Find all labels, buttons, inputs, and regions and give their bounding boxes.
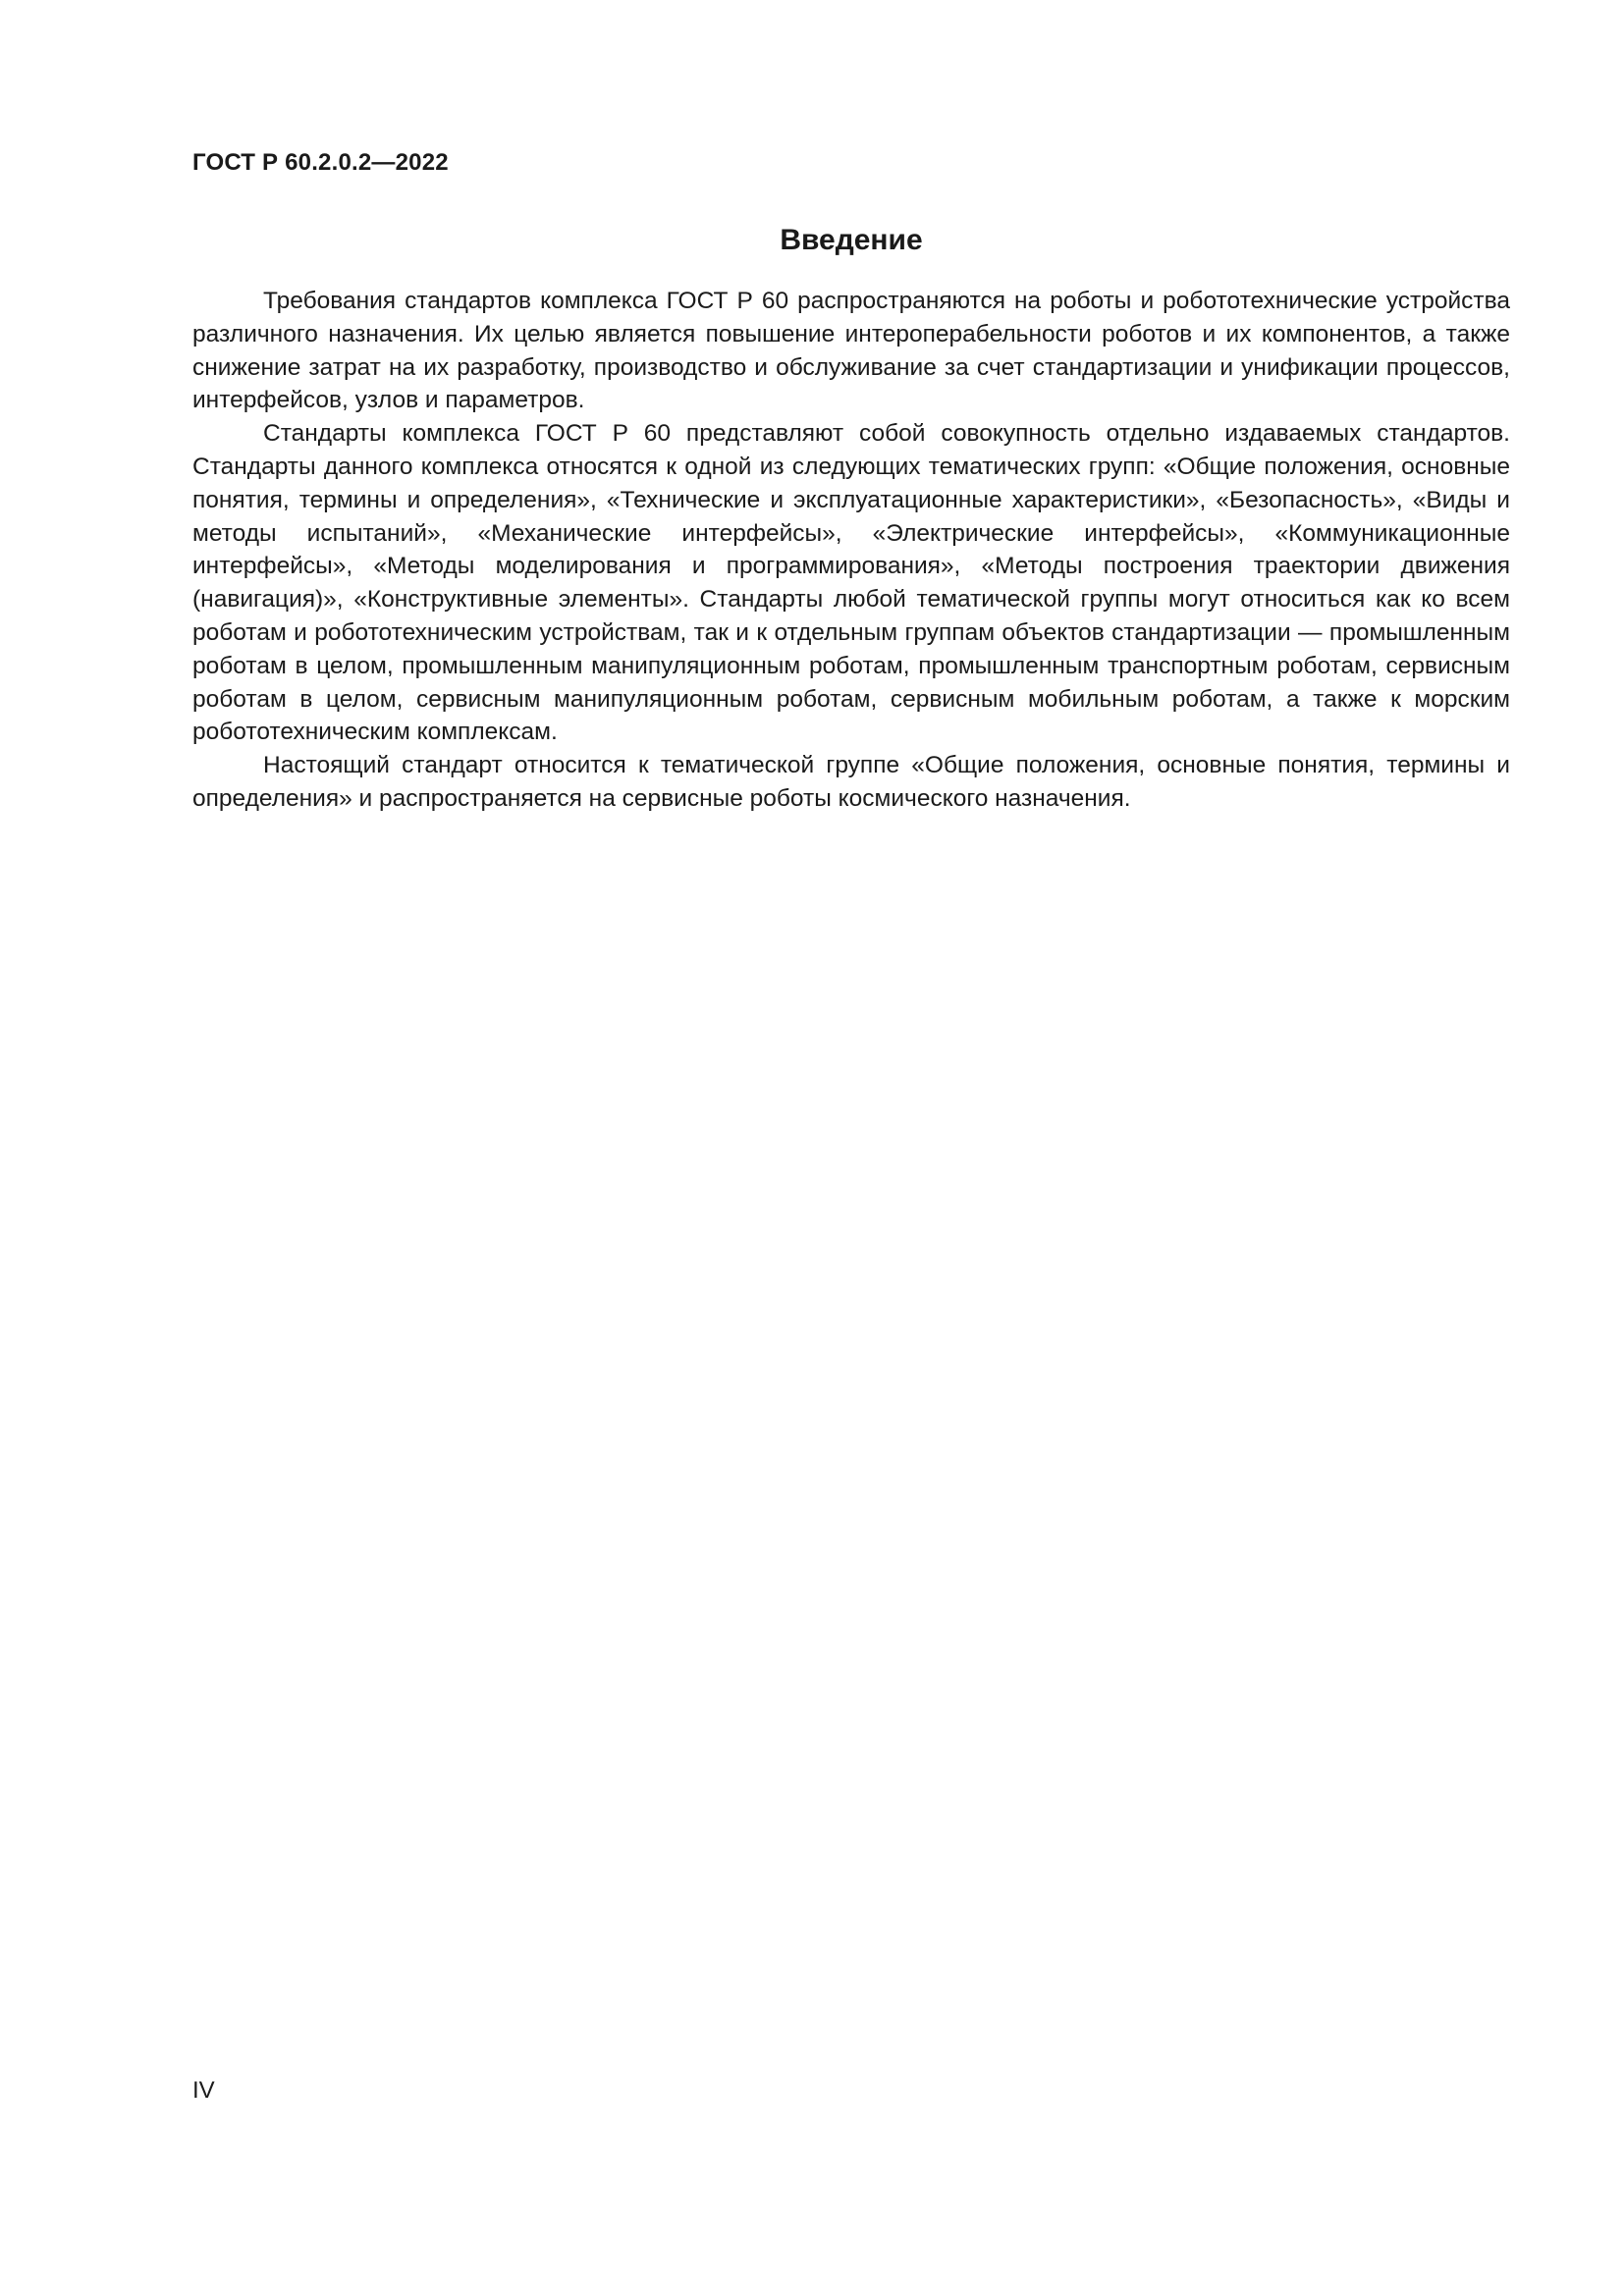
standard-code-header: ГОСТ Р 60.2.0.2—2022 (192, 149, 449, 176)
section-title: Введение (780, 224, 923, 256)
page-number: IV (192, 2077, 215, 2104)
paragraph-2: Стандарты комплекса ГОСТ Р 60 представляют собой совокупность отдельно издаваемых стандартов. Стандарты данного комплекса относятся к одной из следующих тематических групп: «Общие положения, основные понятия, термины и определения», «Технические и эксплуатационные характеристики», «Безопасность», «Виды и методы испытаний», «Механические интерфейсы», «Электрические интерфейсы», «Коммуникационные интерфейсы», «Методы моделирования и программирования», «Методы построения траектории движения (навигация)», «Конструктивные элементы». Стандарты любой тематической группы могут относиться как ко всем роботам и робототехническим устройствам, так и к отдельным группам объектов стандартизации — промышленным роботам в целом, промышленным манипуляционным роботам, промышленным транспортным роботам, сервисным роботам в целом, сервисным манипуляционным роботам, сервисным мобильным роботам, а также к морским робототехническим комплексам. (192, 420, 1510, 746)
paragraph-1: Требования стандартов комплекса ГОСТ Р 60 распространяются на роботы и робототехнические устройства различного назначения. Их целью является повышение интероперабельности роботов и их компонентов, а также снижение затрат на их разработку, производство и обслуживание за счет стандартизации и унификации процессов, интерфейсов, узлов и параметров. (192, 288, 1510, 414)
introduction-body (192, 285, 1510, 816)
paragraph-3: Настоящий стандарт относится к тематической группе «Общие положения, основные понятия, термины и определения» и распространяется на сервисные роботы космического назначения. (192, 752, 1510, 812)
